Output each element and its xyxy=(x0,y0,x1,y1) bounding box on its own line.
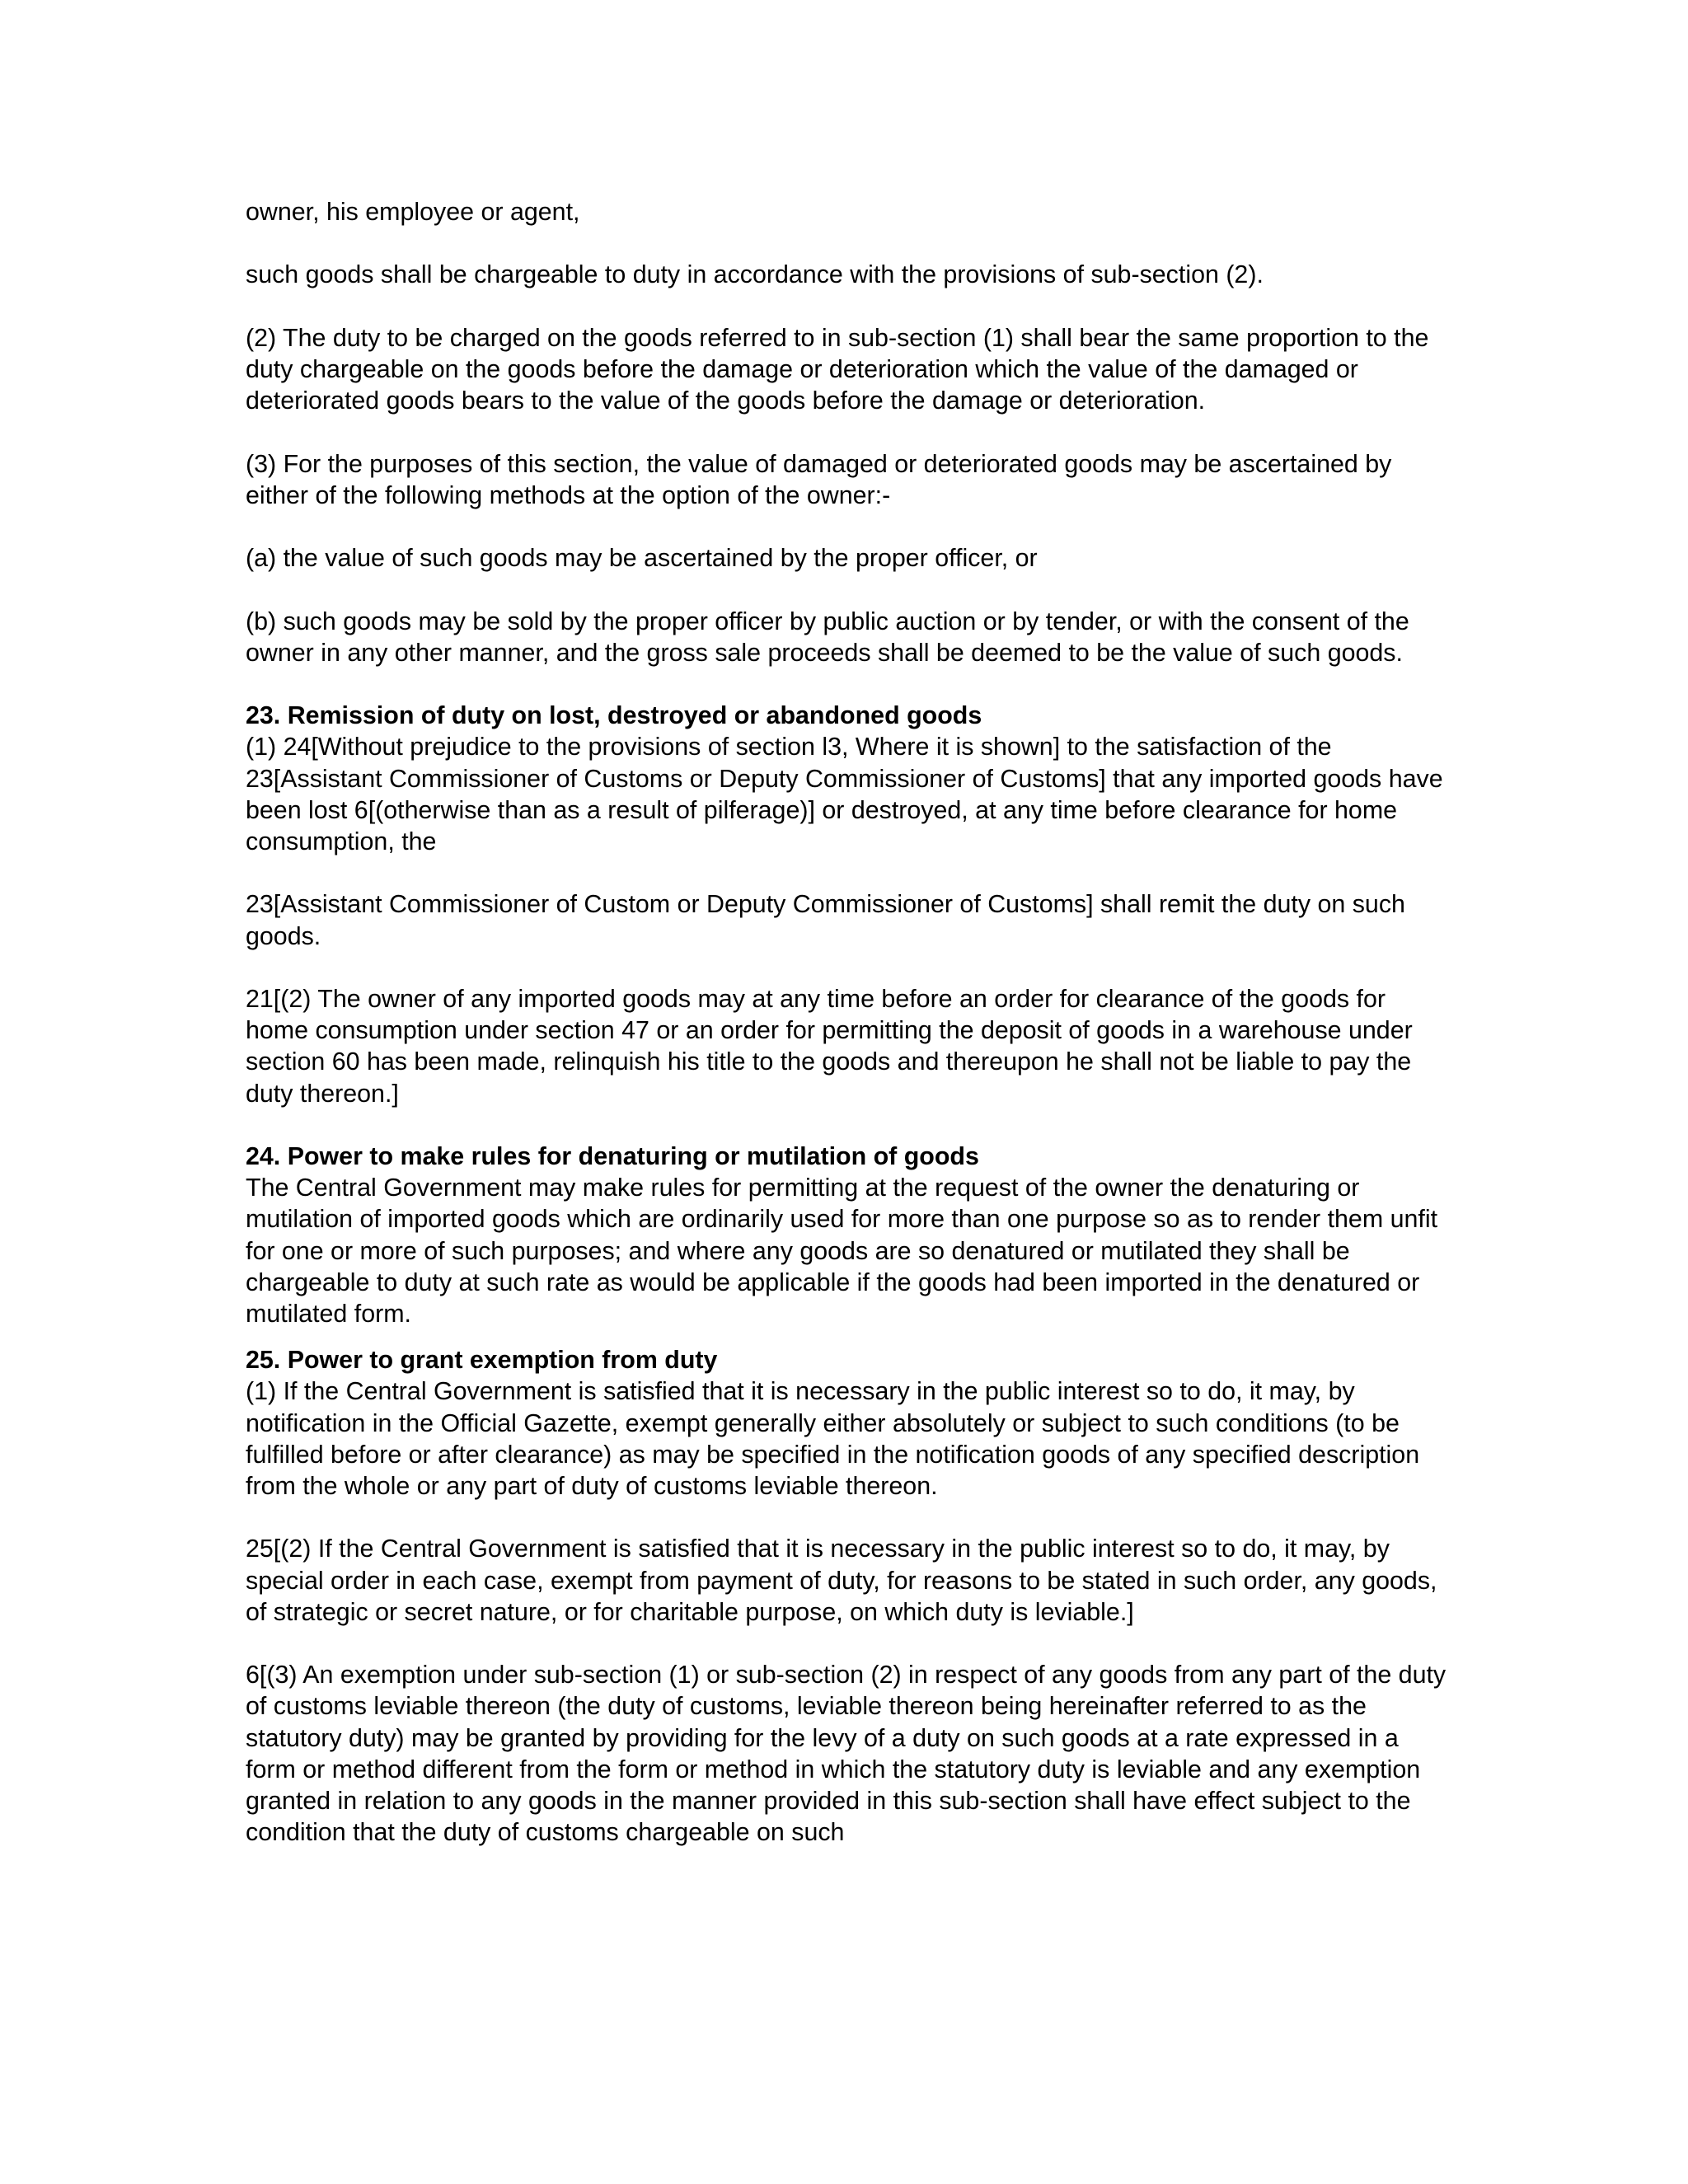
paragraph: 21[(2) The owner of any imported goods may at any time before an order for clearance of the goods for home consumption under section 47 or an order for permitting the deposit of goods in a warehouse under section 60 has been made, relinquish his title to the goods and thereupon he shall not be liable to pay the duty thereon.] xyxy=(246,984,1413,1108)
paragraph: (2) The duty to be charged on the goods referred to in sub-section (1) shall bear the same proportion to the duty chargeable on the goods before the damage or deterioration which the value of the damaged or deteriorated goods bears to the value of the goods before the damage or deterioration. xyxy=(246,323,1429,415)
paragraph: owner, his employee or agent, xyxy=(246,198,580,226)
paragraph: (1) If the Central Government is satisfied that it is necessary in the public interest so to do, it may, by notification in the Official Gazette, exempt generally either absolutely or subject to such conditions (to be fulfilled before or after clearance) as may be specified in the notification goods of any specified description from the whole or any part of duty of customs leviable thereon. xyxy=(246,1377,1420,1500)
paragraph: (a) the value of such goods may be ascertained by the proper officer, or xyxy=(246,544,1038,573)
paragraph: such goods shall be chargeable to duty in accordance with the provisions of sub-section (2). xyxy=(246,260,1264,289)
paragraph: 25[(2) If the Central Government is satisfied that it is necessary in the public interest so to do, it may, by special order in each case, exempt from payment of duty, for reasons to be stated in such order, any goods, of strategic or secret nature, or for charitable purpose, on which duty is leviable.] xyxy=(246,1535,1437,1626)
paragraph: 6[(3) An exemption under sub-section (1) or sub-section (2) in respect of any goods from any part of the duty of customs leviable thereon (the duty of customs, leviable thereon being hereinafter referred to as the statutory duty) may be granted by providing for the levy of a duty on such goods at a rate expressed in a form or method different from the form or method in which the statutory duty is leviable and any exemption granted in relation to any goods in the manner provided in this sub-section shall have effect subject to the condition that the duty of customs chargeable on such xyxy=(246,1661,1447,1847)
section-heading: 23. Remission of duty on lost, destroyed or abandoned goods xyxy=(246,701,982,730)
document-body xyxy=(246,196,1449,1880)
paragraph: (3) For the purposes of this section, the value of damaged or deteriorated goods may be ascertained by either of the following methods at the option of the owner:- xyxy=(246,449,1392,509)
section-heading: 24. Power to make rules for denaturing or mutilation of goods xyxy=(246,1141,979,1170)
section-24 xyxy=(246,1141,1449,1329)
paragraph: The Central Government may make rules for permitting at the request of the owner the denaturing or mutilation of imported goods which are ordinarily used for more than one purpose so as to render them unfit for one or more of such purposes; and where any goods are so denatured or mutilated they shall be chargeable to duty at such rate as would be applicable if the goods had been imported in the denatured or mutilated form. xyxy=(246,1174,1438,1328)
paragraph: (b) such goods may be sold by the proper officer by public auction or by tender, or with the consent of the owner in any other manner, and the gross sale proceeds shall be deemed to be the value of such goods. xyxy=(246,607,1409,667)
paragraph: (1) 24[Without prejudice to the provisions of section l3, Where it is shown] to the satisfaction of the 23[Assistant Commissioner of Customs or Deputy Commissioner of Customs] that any imported goods have been lost 6[(otherwise than as a result of pilferage)] or destroyed, at any time before clearance for home consumption, the xyxy=(246,733,1443,855)
section-heading: 25. Power to grant exemption from duty xyxy=(246,1346,718,1375)
section-25 xyxy=(246,1344,1449,1848)
section-23 xyxy=(246,700,1449,1109)
paragraph: 23[Assistant Commissioner of Custom or Deputy Commissioner of Customs] shall remit the duty on such goods. xyxy=(246,890,1405,950)
